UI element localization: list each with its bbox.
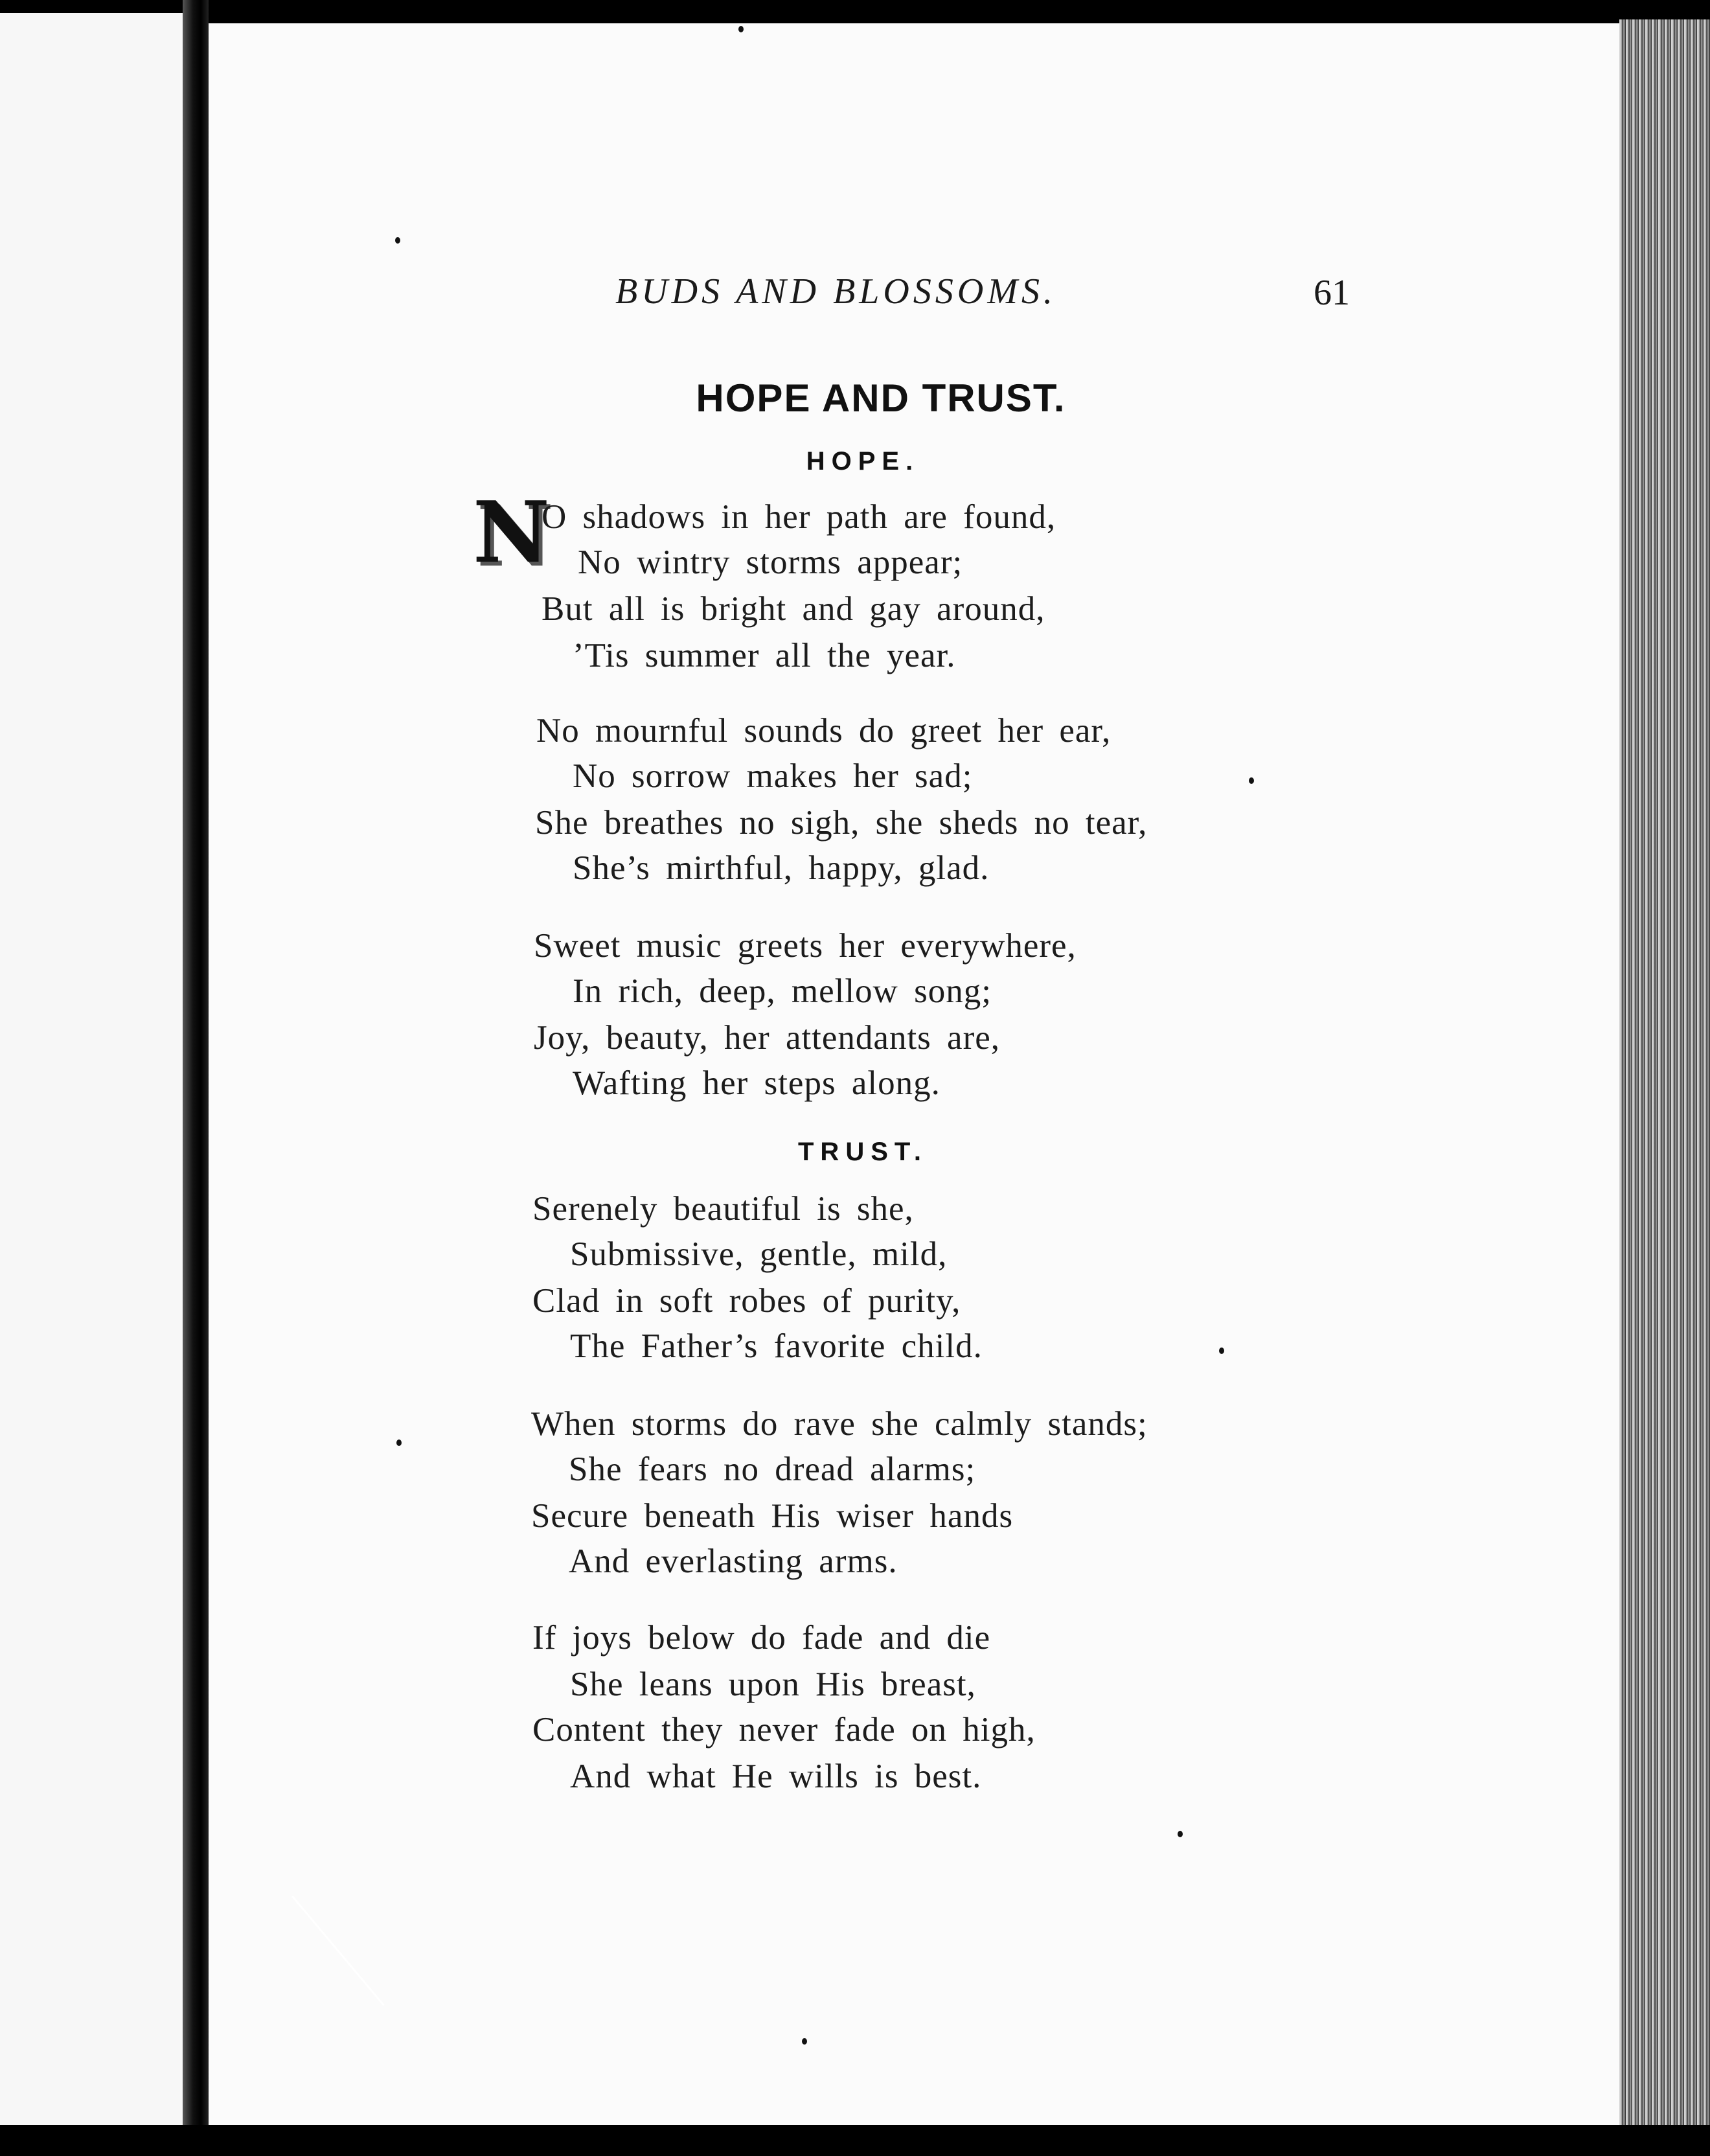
poem-line: The Father’s favorite child. xyxy=(570,1327,983,1365)
poem-line: Content they never fade on high, xyxy=(532,1711,1036,1749)
poem-line: O shadows in her path are found, xyxy=(542,498,1056,536)
running-header: BUDS AND BLOSSOMS. xyxy=(615,271,1056,312)
poem-line: She’s mirthful, happy, glad. xyxy=(573,849,990,887)
poem-line: Serenely beautiful is she, xyxy=(532,1190,914,1228)
section-heading-trust: TRUST. xyxy=(798,1138,928,1166)
poem-line: In rich, deep, mellow song; xyxy=(573,972,992,1010)
speck xyxy=(396,1439,402,1446)
left-page-edge xyxy=(0,13,183,2125)
page-edges xyxy=(1619,19,1710,2125)
poem-line: She fears no dread alarms; xyxy=(569,1451,976,1488)
speck xyxy=(738,26,744,32)
poem-line: And everlasting arms. xyxy=(569,1542,898,1580)
drop-cap: N xyxy=(473,483,550,582)
poem-line: She leans upon His breast, xyxy=(570,1666,976,1703)
poem-line: Joy, beauty, her attendants are, xyxy=(534,1019,1001,1057)
poem-line: Sweet music greets her everywhere, xyxy=(534,927,1077,965)
section-heading-hope: HOPE. xyxy=(806,447,920,476)
poem-line: If joys below do fade and die xyxy=(532,1619,991,1657)
poem-line: No sorrow makes her sad; xyxy=(573,757,973,795)
poem-line: She breathes no sigh, she sheds no tear, xyxy=(535,804,1148,842)
speck xyxy=(395,237,400,244)
page-number: 61 xyxy=(1314,273,1350,313)
poem-line: And what He wills is best. xyxy=(570,1758,982,1795)
poem-line: No mournful sounds do greet her ear, xyxy=(536,712,1112,750)
poem-line: ’Tis summer all the year. xyxy=(573,637,956,674)
poem-title: HOPE AND TRUST. xyxy=(696,376,1066,420)
speck xyxy=(802,2038,807,2045)
speck xyxy=(1249,777,1254,784)
poem-line: When storms do rave she calmly stands; xyxy=(531,1405,1148,1443)
poem-line: Clad in soft robes of purity, xyxy=(532,1282,961,1320)
book-gutter xyxy=(183,0,209,2156)
speck xyxy=(1178,1831,1183,1837)
speck xyxy=(1219,1348,1224,1354)
poem-line: Wafting her steps along. xyxy=(573,1064,940,1102)
poem-line: But all is bright and gay around, xyxy=(542,590,1045,628)
poem-line: Secure beneath His wiser hands xyxy=(531,1497,1014,1535)
poem-line: No wintry storms appear; xyxy=(578,544,963,581)
poem-line: Submissive, gentle, mild, xyxy=(570,1235,948,1273)
scan-border xyxy=(0,2125,1710,2156)
